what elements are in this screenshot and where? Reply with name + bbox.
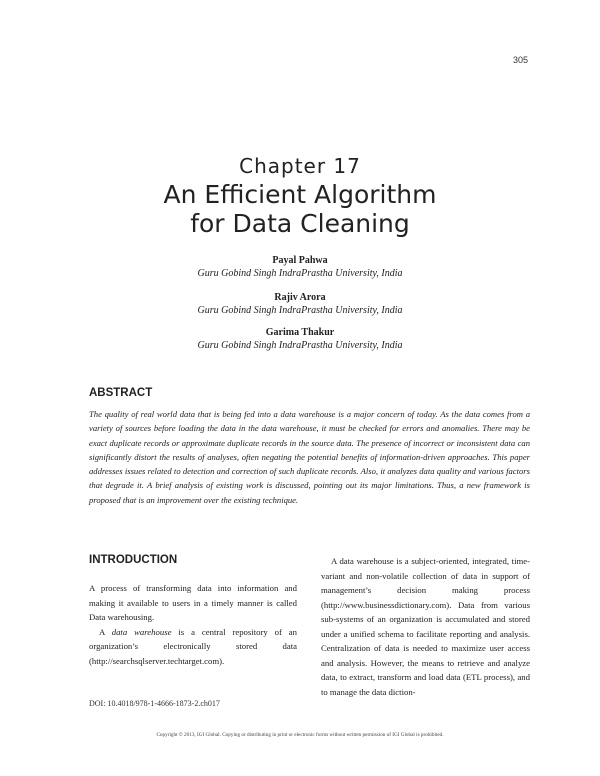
chapter-label: Chapter 17	[239, 154, 361, 178]
data-warehouse-term: data warehouse	[111, 626, 172, 637]
abstract-text: The quality of real world data that is being fed into a data warehouse is a major concern of today. As the data comes from a variety of sources before loading the data in the data warehouse, it must be checked for errors and anomalies. There may be exact duplicate records or approximate duplicate records in the source data. The presence of incorrect or inconsistent data can significantly distort the results of analyses, often negating the potential benefits of information-driven approaches. This paper addresses issues related to detection and correction of such duplicate records. Also, it analyzes data quality and various factors that degrade it. A brief analysis of existing work is discussed, pointing out its major limitations. Thus, a new framework is proposed that is an improvement over the existing technique.	[89, 409, 530, 505]
left-column	[89, 581, 297, 668]
right-column-paragraph: A data warehouse is a subject-oriented, integrated, time-variant and non-volatile collection of data in support of management’s decision making process (http://www.businessdictionary.com). Data from various sub-systems of an organization is accumulated and stored under a unified schema to facilitate reporting and analysis. Centralization of data is needed to maximize user access and analysis. However, the means to retrieve and analyze data, to extract, transform and load data (ETL process), and to manage the data diction-	[321, 556, 530, 697]
author-3	[0, 326, 600, 352]
copyright-notice: Copyright © 2013, IGI Global. Copying or distributing in print or electronic forms without written permission of IGI Global is prohibited.	[156, 732, 444, 738]
author-2	[0, 291, 600, 317]
page-number: 305	[512, 55, 528, 65]
intro-paragraph-1: A process of transforming data into information and making it available to users in a timely manner is called Data warehousing.	[89, 583, 297, 622]
author-1	[0, 254, 600, 280]
author-affiliation: Guru Gobind Singh IndraPrastha University, India	[197, 305, 403, 316]
introduction-heading: INTRODUCTION	[89, 554, 178, 566]
author-affiliation: Guru Gobind Singh IndraPrastha University, India	[197, 268, 403, 279]
doi: DOI: 10.4018/978-1-4666-1873-2.ch017	[89, 699, 220, 708]
chapter-title	[0, 180, 600, 238]
author-name: Rajiv Arora	[274, 292, 326, 303]
intro-paragraph-2	[89, 625, 297, 669]
title-line-1: An Efficient Algorithm	[163, 180, 437, 209]
para2-rest: is a central repository of an organization’s electronically stored data (http://searchsqlserver.techtarget.com).	[89, 626, 297, 666]
right-column	[321, 554, 530, 699]
author-affiliation: Guru Gobind Singh IndraPrastha University, India	[197, 340, 403, 351]
author-name: Garima Thakur	[265, 327, 335, 338]
author-name: Payal Pahwa	[272, 255, 328, 266]
para2-prefix: A	[99, 626, 112, 637]
title-line-2: for Data Cleaning	[190, 209, 410, 238]
abstract-heading: ABSTRACT	[89, 387, 153, 399]
